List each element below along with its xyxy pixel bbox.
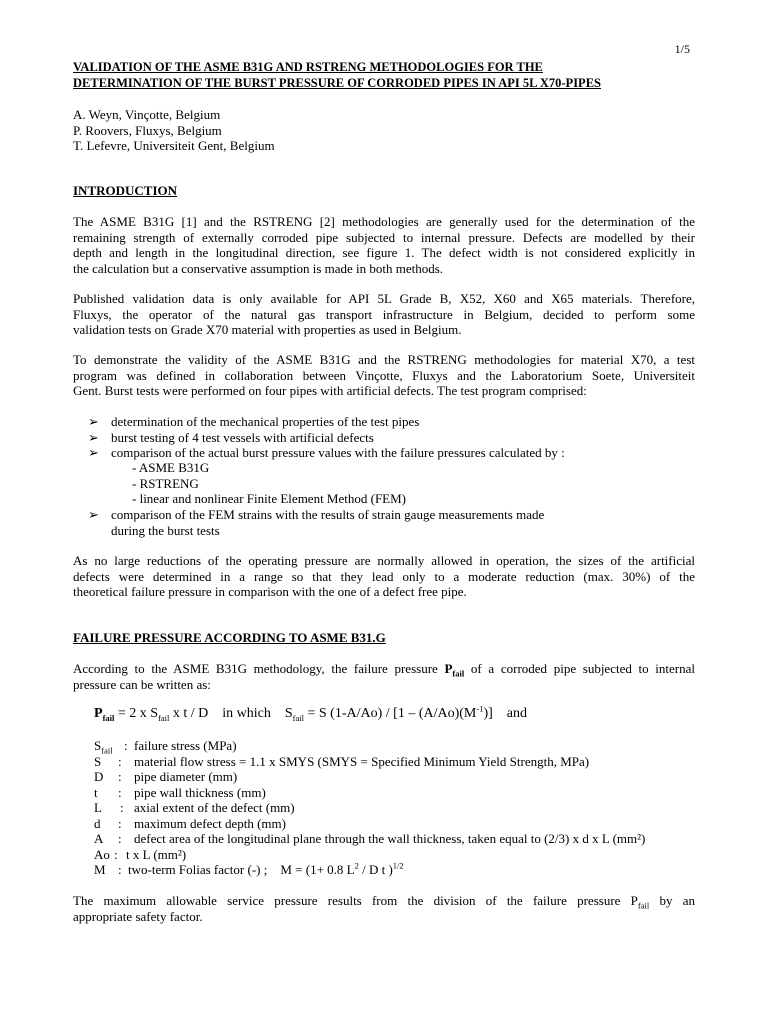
failure-paragraph-1 bbox=[73, 661, 695, 692]
list-item-text: comparison of the actual burst pressure values with the failure pressures calculated by : bbox=[111, 445, 565, 460]
subscript: fail bbox=[637, 900, 650, 911]
list-item-text: burst testing of 4 test vessels with artificial defects bbox=[111, 429, 374, 445]
formula-symbol: P bbox=[94, 706, 103, 721]
def-description: pipe diameter (mm) bbox=[134, 769, 238, 784]
def-symbol: d bbox=[94, 815, 101, 831]
superscript: 1/2 bbox=[392, 860, 404, 871]
author-2: P. Roovers, Fluxys, Belgium bbox=[73, 122, 222, 138]
text-span: The maximum allowable service pressure results from the division of the failure pressure P bbox=[73, 893, 638, 908]
subscript: fail bbox=[452, 668, 465, 679]
text-line: the calculation but a conservative assumption is made in both methods. bbox=[73, 260, 444, 276]
intro-paragraph-2 bbox=[73, 291, 695, 338]
text-line bbox=[73, 661, 695, 677]
text-line: program was defined in collaboration between Vinçotte, Fluxys and the Laboratorium Soete, Universiteit bbox=[73, 367, 695, 383]
text-span: by an bbox=[649, 893, 695, 908]
text-line: defects were determined in a range so that they lead only to a moderate reduction (max. 30%) of the bbox=[73, 568, 695, 584]
symbol-p: P bbox=[444, 661, 453, 676]
def-symbol: Ao bbox=[94, 846, 110, 862]
arrow-bullet-icon: ➢ bbox=[88, 429, 99, 445]
text-line: depth and length in the longitudinal direction, see figure 1. The defect width is not considered explicitly in bbox=[73, 245, 695, 260]
text-line: remaining strength of externally corroded pipe subjected to internal pressure. Defects are modelled by their bbox=[73, 229, 695, 245]
def-colon: : bbox=[124, 738, 128, 753]
text-line: validation tests on Grade X70 material with properties as used in Belgium. bbox=[73, 322, 462, 337]
closing-paragraph bbox=[73, 893, 695, 924]
def-colon: : bbox=[118, 862, 122, 877]
def-description: axial extent of the defect (mm) bbox=[134, 800, 295, 815]
page-number: 1/5 bbox=[674, 42, 690, 56]
def-symbol: S bbox=[94, 753, 102, 769]
subscript: fail bbox=[102, 712, 115, 723]
def-description: pipe wall thickness (mm) bbox=[134, 784, 266, 800]
def-description: t x L (mm²) bbox=[126, 846, 187, 862]
title-line-1: VALIDATION OF THE ASME B31G AND RSTRENG METHODOLOGIES FOR THE bbox=[73, 60, 543, 74]
text-span: / D t ) bbox=[358, 862, 393, 877]
list-item-text: during the burst tests bbox=[111, 522, 220, 538]
def-description: failure stress (MPa) bbox=[134, 738, 237, 753]
subscript: fail bbox=[292, 712, 304, 723]
def-symbol: A bbox=[94, 831, 104, 846]
def-description: material flow stress = 1.1 x SMYS (SMYS = Specified Minimum Yield Strength, MPa) bbox=[134, 753, 590, 769]
sublist-item: - ASME B31G bbox=[132, 460, 210, 475]
method-sublist bbox=[132, 460, 406, 507]
intro-paragraph-1 bbox=[73, 214, 695, 276]
arrow-bullet-icon: ➢ bbox=[88, 414, 99, 429]
intro-paragraph-3 bbox=[73, 352, 695, 399]
author-1: A. Weyn, Vinçotte, Belgium bbox=[73, 107, 221, 122]
def-description: defect area of the longitudinal plane through the wall thickness, taken equal to (2/3) x d x L (mm²) bbox=[134, 831, 646, 846]
sublist-item: - linear and nonlinear Finite Element Method (FEM) bbox=[132, 491, 407, 506]
subscript: fail bbox=[158, 712, 170, 723]
formula-text: = S (1-A/Ao) / [1 – (A/Ao)(M bbox=[304, 706, 477, 721]
text-span: of a corroded pipe subjected to internal bbox=[470, 661, 695, 676]
def-symbol: L bbox=[94, 800, 102, 815]
text-span: According to the ASME B31G methodology, the failure pressure bbox=[73, 661, 438, 676]
def-symbol: M bbox=[94, 862, 106, 877]
text-line: appropriate safety factor. bbox=[73, 908, 203, 924]
paper-title bbox=[73, 60, 695, 91]
text-line: Published validation data is only available for API 5L Grade B, X52, X60 and X65 materials. Therefore, bbox=[73, 291, 695, 306]
text-line bbox=[73, 893, 695, 909]
intro-paragraph-4 bbox=[73, 553, 695, 600]
text-line: To demonstrate the validity of the ASME B31G and the RSTRENG methodologies for material X70, a test bbox=[73, 352, 695, 367]
def-colon: : bbox=[118, 753, 122, 769]
sublist-item: - RSTRENG bbox=[132, 475, 199, 491]
formula-text: )] and bbox=[483, 706, 528, 721]
failure-pressure-formula bbox=[94, 703, 528, 723]
formula-text: = 2 x S bbox=[114, 706, 159, 721]
list-item-text: comparison of the FEM strains with the results of strain gauge measurements made bbox=[111, 507, 545, 522]
text-line: The ASME B31G [1] and the RSTRENG [2] methodologies are generally used for the determination of the bbox=[73, 214, 695, 229]
formula-text: x t / D in which S bbox=[169, 706, 293, 721]
text-line: Fluxys, the operator of the natural gas transport infrastructure in Belgium, decided to perform some bbox=[73, 306, 695, 322]
author-3: T. Lefevre, Universiteit Gent, Belgium bbox=[73, 138, 275, 153]
def-symbol bbox=[94, 738, 113, 754]
author-list bbox=[73, 107, 695, 154]
def-description: maximum defect depth (mm) bbox=[134, 815, 286, 831]
text-line: Gent. Burst tests were performed on four pipes with artificial defects. The test program comprised: bbox=[73, 383, 587, 398]
symbol-text: S bbox=[94, 738, 102, 753]
title-line-2: DETERMINATION OF THE BURST PRESSURE OF CORRODED PIPES IN API 5L X70-PIPES bbox=[73, 75, 601, 90]
list-item-text: determination of the mechanical properties of the test pipes bbox=[111, 414, 420, 429]
arrow-bullet-icon: ➢ bbox=[88, 445, 99, 460]
text-line: theoretical failure pressure in comparison with the one of a defect free pipe. bbox=[73, 584, 467, 599]
def-colon: : bbox=[120, 800, 124, 815]
text-span: two-term Folias factor (-) ; M = (1+ 0.8 L bbox=[128, 862, 355, 877]
arrow-bullet-icon: ➢ bbox=[88, 507, 99, 522]
def-colon: : bbox=[118, 831, 122, 846]
def-colon: : bbox=[118, 815, 122, 831]
def-description bbox=[128, 862, 404, 878]
def-symbol: D bbox=[94, 769, 104, 784]
subscript: fail bbox=[101, 745, 113, 756]
def-colon: : bbox=[118, 784, 122, 800]
superscript: -1 bbox=[476, 703, 484, 714]
def-symbol: t bbox=[94, 784, 98, 800]
introduction-heading: INTRODUCTION bbox=[73, 183, 178, 198]
def-colon: : bbox=[114, 846, 118, 862]
text-line: pressure can be written as: bbox=[73, 676, 211, 692]
text-line: As no large reductions of the operating pressure are normally allowed in operation, the sizes of the artificial bbox=[73, 553, 695, 568]
failure-pressure-heading: FAILURE PRESSURE ACCORDING TO ASME B31.G bbox=[73, 630, 386, 645]
superscript: 2 bbox=[354, 860, 359, 871]
def-colon: : bbox=[118, 769, 122, 784]
